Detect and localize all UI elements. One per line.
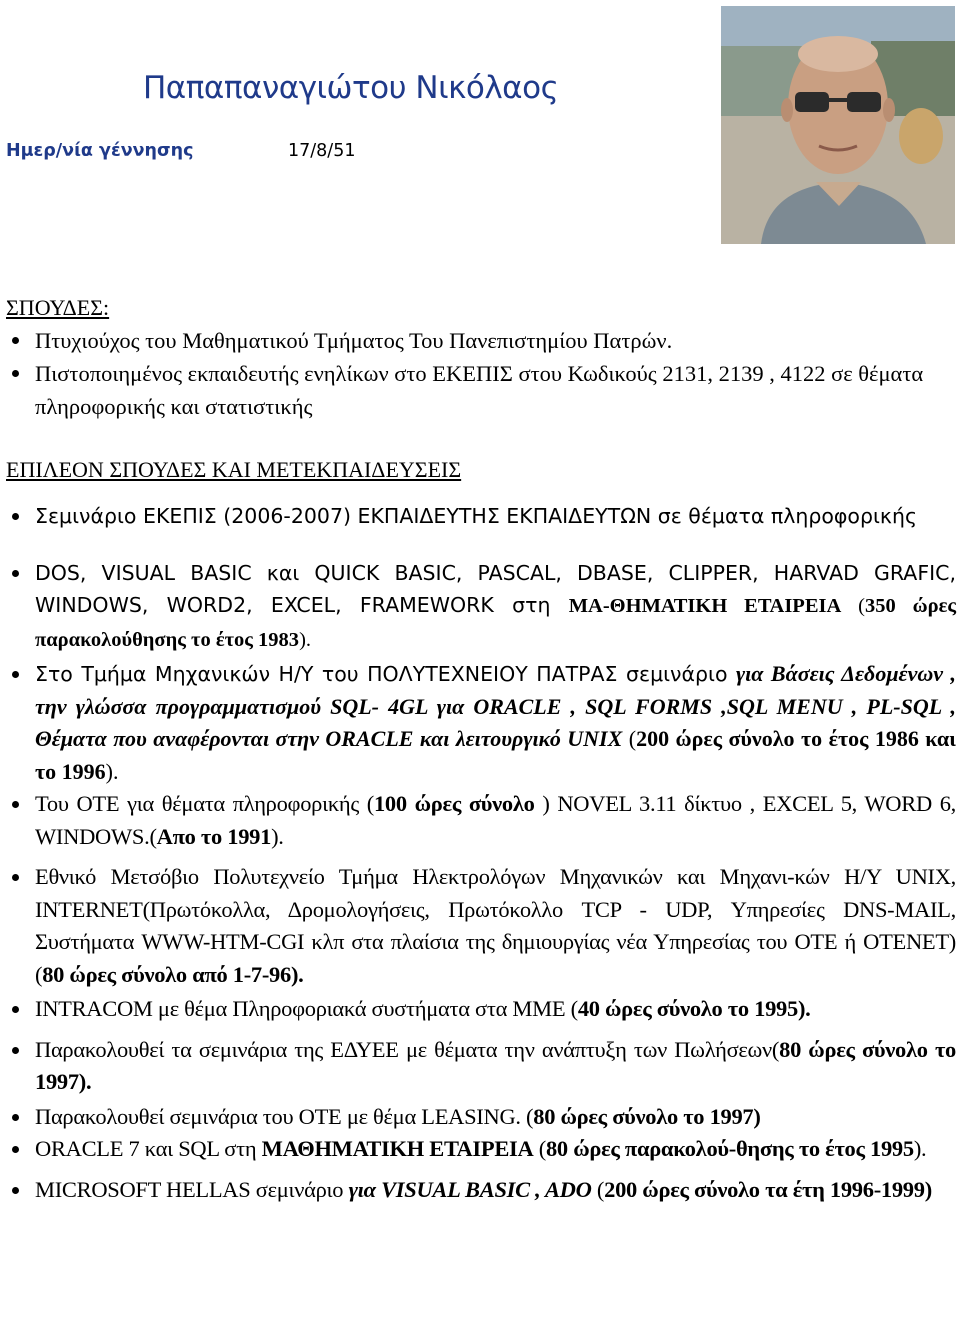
list-item: INTRACOM με θέμα Πληροφοριακά συστήματα στα ΜΜΕ (40 ώρες σύνολο το 1995). — [6, 993, 956, 1026]
extra-studies-heading: ΕΠΙΛΕΟΝ ΣΠΟΥΔΕΣ ΚΑΙ ΜΕΤΕΚΠΑΙΔΕΥΣΕΙΣ — [6, 457, 462, 482]
list-item: Εθνικό Μετσόβιο Πολυτεχνείο Τμήμα Ηλεκτρολόγων Μηχανικών και Μηχανι-κών Η/Υ UNIX, INTERNET(Πρωτόκολλα, Δρομολογήσεις, Πρωτόκολλο TCP - UDP, Υπηρεσίες DNS-MAIL, Συστήματα WWW-HTM-CGI κλπ στα πλαίσια της δημιουργίας νέα Υπηρεσίας του ΟΤΕ ή OTENET) (80 ώρες σύνολο από 1-7-96). — [6, 861, 956, 991]
list-item: ORACLE 7 και SQL στη ΜΑΘΗΜΑΤΙΚΗ ΕΤΑΙΡΕΙΑ (80 ώρες παρακολού-θησης το έτος 1995). — [6, 1133, 956, 1166]
extra-studies-section — [6, 454, 956, 1206]
courses-list — [6, 658, 956, 1206]
birth-date-label: Ημερ/νία γέννησης — [6, 141, 194, 161]
birth-date-value: 17/8/51 — [288, 141, 356, 161]
list-item: Πτυχιούχος του Μαθηματικού Τμήματος Του Πανεπιστημίου Πατρών. — [6, 324, 956, 357]
list-item: Παρακολουθεί σεμινάρια του ΟΤΕ με θέμα LEASING. (80 ώρες σύνολο το 1997) — [6, 1101, 956, 1134]
list-item: DOS, VISUAL BASIC και QUICK BASIC, PASCAL, DBASE, CLIPPER, HARVAD GRAFIC, WINDOWS, WORD2, EXCEL, FRAMEWORK στη ΜΑ-ΘΗΜΑΤΙΚΗ ΕΤΑΙΡΕΙΑ (350 ώρες παρακολούθησης το έτος 1983). — [6, 557, 956, 657]
list-item: Πιστοποιημένος εκπαιδευτής ενηλίκων στο ΕΚΕΠΙΣ στου Κωδικούς 2131, 2139 , 4122 σε θέματα πληροφορικής και στατιστικής — [6, 357, 956, 423]
list-item: Του ΟΤΕ για θέματα πληροφορικής (100 ώρες σύνολο ) NOVEL 3.11 δίκτυο , EXCEL 5, WORD 6, WINDOWS.(Απο το 1991). — [6, 788, 956, 853]
list-item: Σεμινάριο ΕΚΕΠΙΣ (2006-2007) ΕΚΠΑΙΔΕΥΤΗΣ ΕΚΠΑΙΔΕΥΤΩΝ σε θέματα πληροφορικής — [6, 500, 956, 533]
seminar-list — [6, 500, 956, 533]
list-item: Στο Τμήμα Μηχανικών Η/Υ του ΠΟΛΥΤΕΧΝΕΙΟΥ ΠΑΤΡΑΣ σεμινάριο για Βάσεις Δεδομένων , την γλώσσα προγραμματισμού SQL- 4GL για ORACLE , SQL FORMS ,SQL MENU , PL-SQL , Θέματα που αναφέρονται στην ORACLE και λειτουργικό UNIX (200 ώρες σύνολο το έτος 1986 και το 1996). — [6, 658, 956, 788]
studies-list — [6, 324, 956, 423]
portrait-photo — [721, 6, 955, 244]
birth-date-row — [6, 141, 356, 161]
list-item: Παρακολουθεί τα σεμινάρια της ΕΔΥΕΕ με θέματα την ανάπτυξη των Πωλήσεων(80 ώρες σύνολο το 1997). — [6, 1034, 956, 1099]
list-item: MICROSOFT HELLAS σεμινάριο για VISUAL BASIC , ADO (200 ώρες σύνολο τα έτη 1996-1999) — [6, 1174, 956, 1207]
studies-section — [6, 292, 956, 423]
studies-heading: ΣΠΟΥΔΕΣ: — [6, 295, 110, 320]
software-list — [6, 557, 956, 657]
person-name: Παπαπαναγιώτου Νικόλαος — [143, 70, 559, 106]
